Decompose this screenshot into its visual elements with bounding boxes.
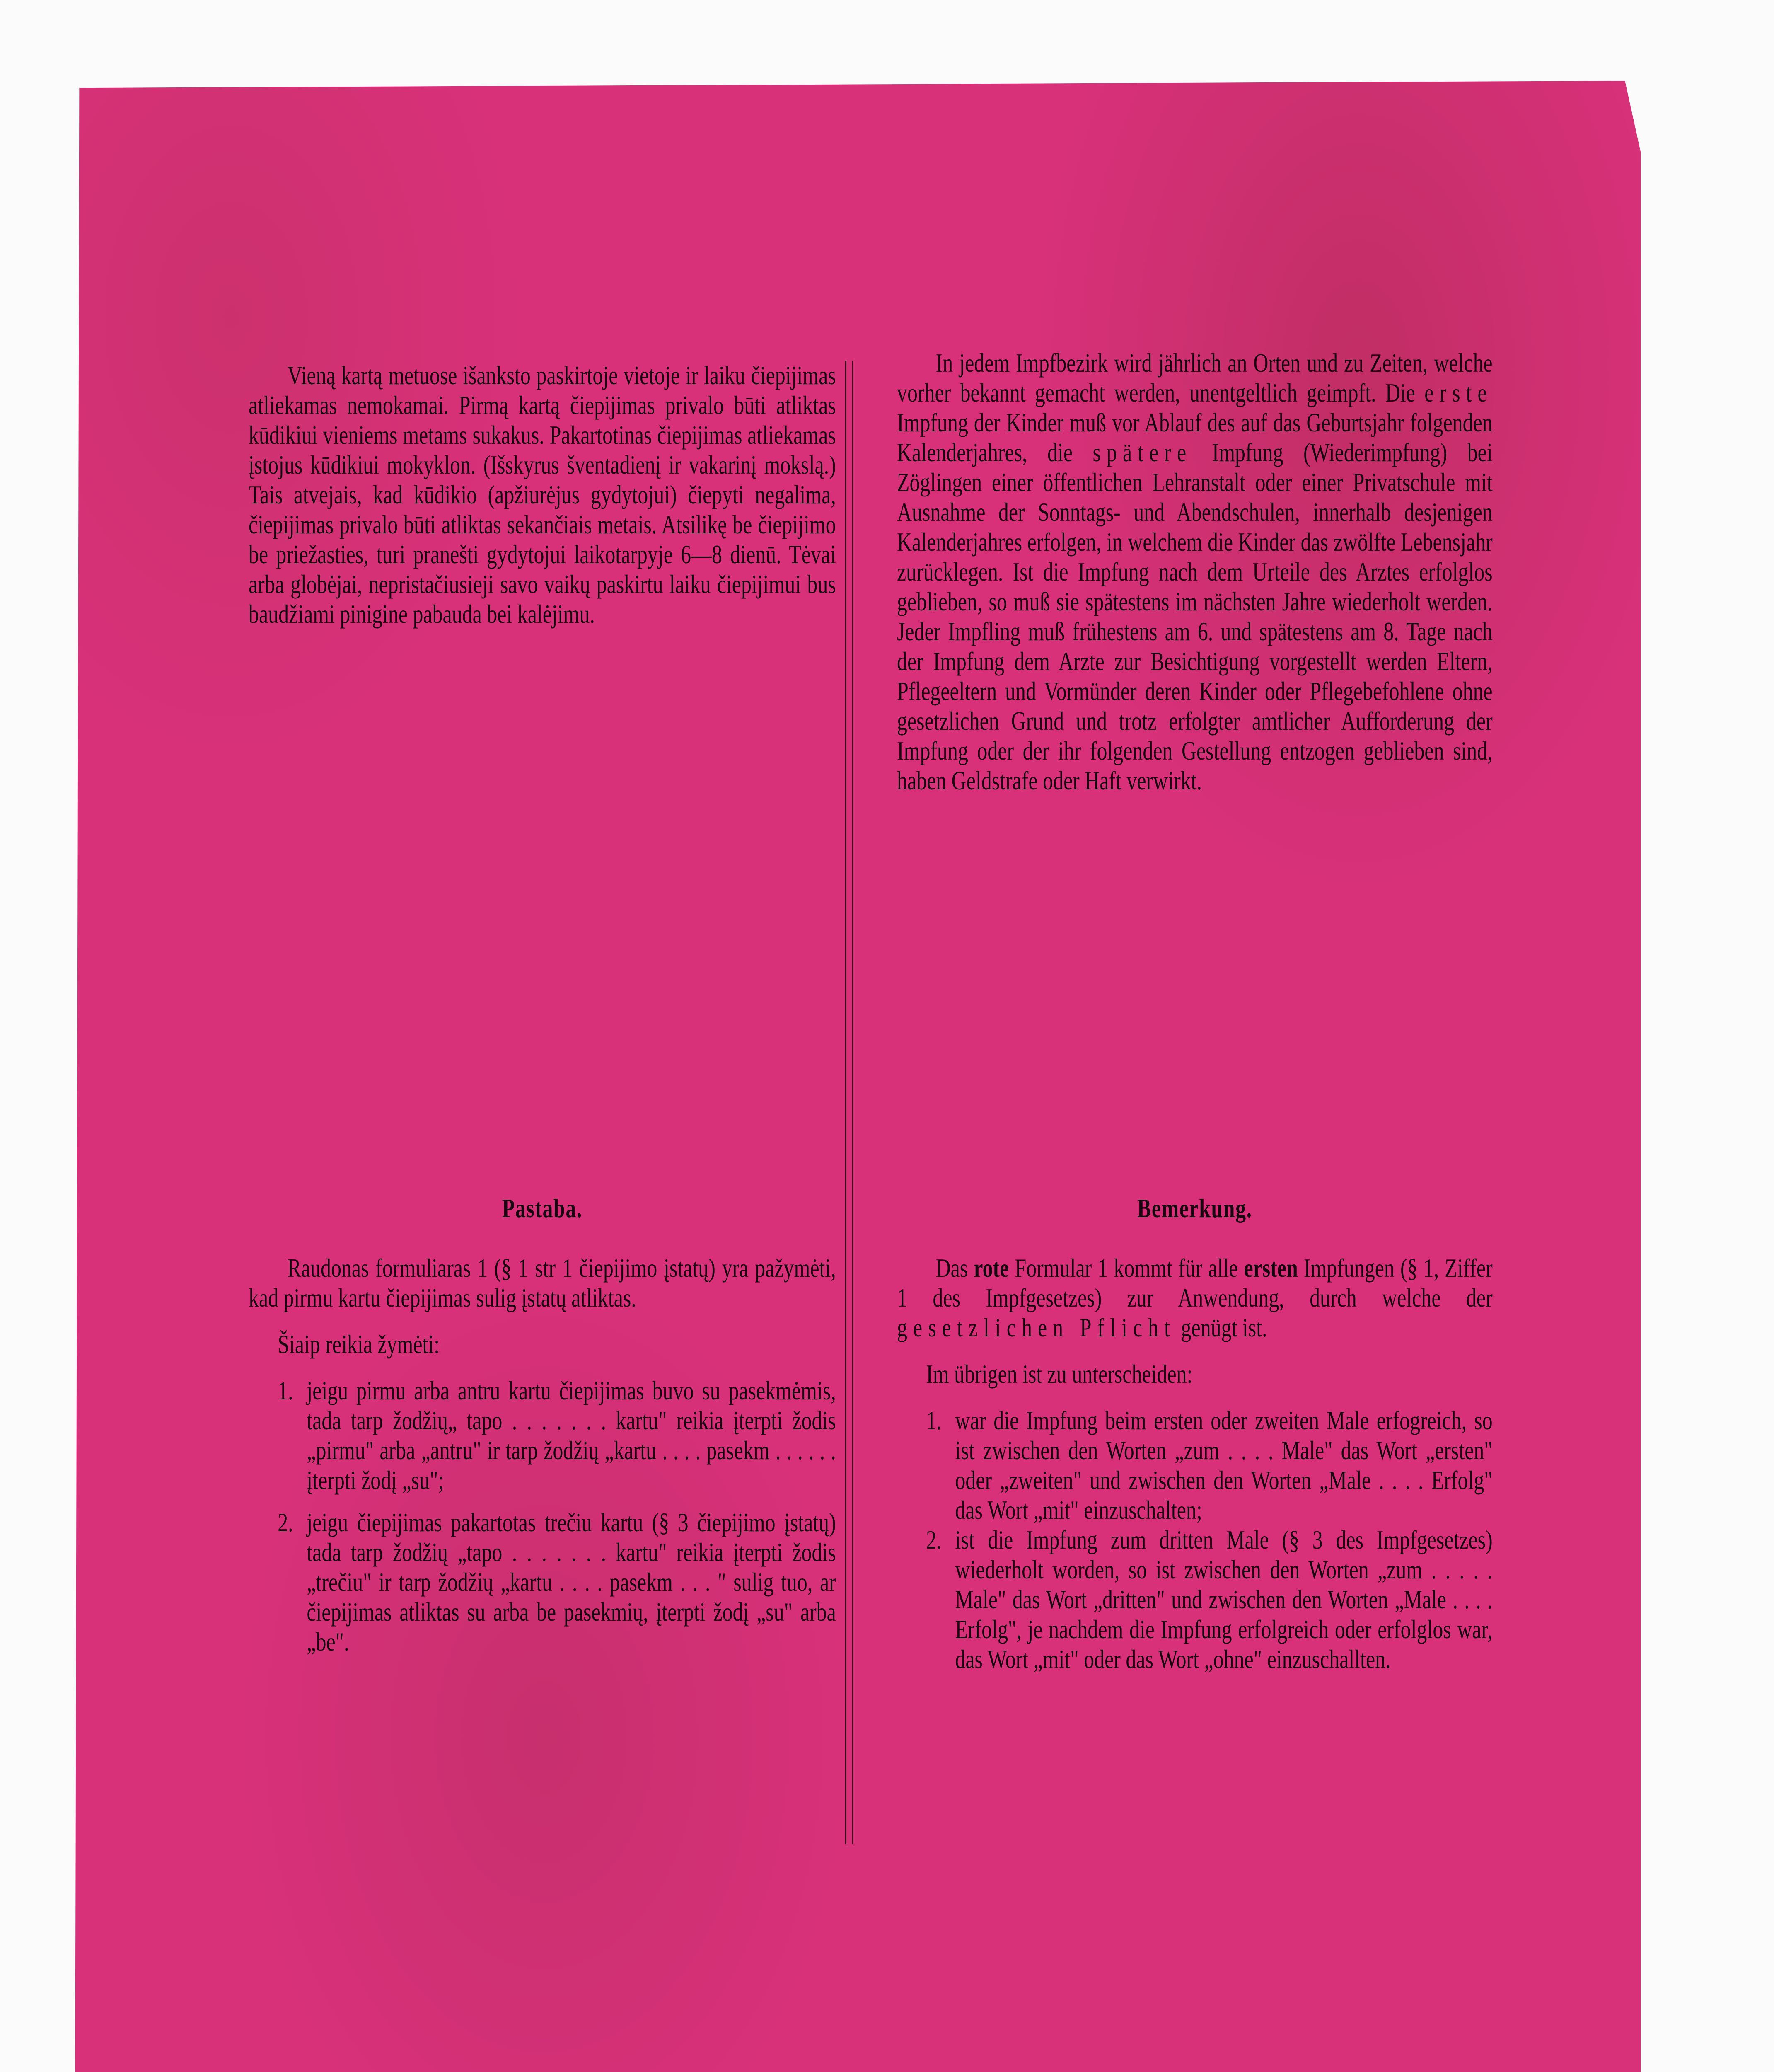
note-text-part: Das	[935, 1253, 974, 1283]
left-column-note	[249, 1193, 837, 1657]
intro-text-part: Impfung (Wiederimpfung) bei Zöglingen einer öffentlichen Lehranstalt oder einer Privatschule mit Ausnahme der Sonntags- und Abendschulen, innerhalb desjenigen Kalenderjahres erfolgen, in welchem die Kinder das zwölfte Lebensjahr zurücklegen. Ist die Impfung nach dem Urteile des Arztes erfolglos geblieben, so muß sie spätestens im nächsten Jahre wiederholt werden. Jeder Impfling muß frühestens am 6. und spätestens am 8. Tage nach der Impfung dem Arzte zur Besichtigung vorgestellt werden Eltern, Pflegeeltern und Vormünder deren Kinder oder Pflegebefohlene ohne gesetzlichen Grund und trotz erfolgter amtlicher Aufforderung der Impfung oder der ihr folgenden Gestellung entzogen geblieben sind, haben Geldstrafe oder Haft verwirkt.	[897, 438, 1493, 795]
intro-text-part: In jedem Impfbezirk wird jährlich an Orten und zu Zeiten, welche vorher bekannt gemacht werden, unentgeltlich geimpft. Die	[897, 348, 1493, 407]
list-item	[926, 1525, 1492, 1674]
list-item-text: ist die Impfung zum dritten Male (§ 3 des Impfgesetzes) wiederholt worden, so ist zwischen den Worten „zum . . . . . Male" das Wort „dritten" und zwischen den Worten „Male . . . . Erfolg", je nachdem die Impfung erfolgreich oder erfolglos war, das Wort „mit" oder das Wort „ohne" einzuschallten.	[955, 1525, 1493, 1674]
list-item-text: jeigu pirmu arba antru kartu čiepijimas buvo su pasekmėmis, tada tarp žodžių„ tapo . . . . . . . kartu" reikia įterpti žodis „pirmu" arba „antru" ir tarp žodžių „kartu . . . . pasekm . . . . . . įterpti žodį „su";	[307, 1376, 836, 1495]
intro-text-part: Impfung der Kinder muß vor Ablauf des auf das Geburtsjahr folgenden Kalenderjahres, die	[897, 408, 1493, 467]
note-paragraph-lt: Raudonas formuliaras 1 (§ 1 str 1 čiepijimo įstatų) yra pažymėti, kad pirmu kartu čiepijimas sulig įstatų atliktas.	[249, 1253, 836, 1312]
note-heading-pastaba: Pastaba.	[502, 1193, 582, 1223]
list-item-text: jeigu čiepijimas pakartotas trečiu kartu (§ 3 čiepijimo įstatų) tada tarp žodžių „tapo . . . . . . . kartu" reikia įterpti žodis „trečiu" ir tarp žodžių „kartu . . . . pasekm . . . " sulig tuo, ar čiepijimas atliktas su arba be pasekmių, įterpti žodį „su" arba „be".	[307, 1508, 836, 1656]
note-text-part: Impfungen (§ 1, Ziffer 1 des Impfgesetzes) zur Anwendung, durch welche der	[897, 1253, 1493, 1312]
list-item-text: war die Impfung beim ersten oder zweiten Male erfogreich, so ist zwischen den Worten „zum . . . . Male" das Wort „ersten" oder „zweiten" und zwischen den Worten „Male . . . . Erfolg" das Wort „mit" einzuschalten;	[955, 1406, 1493, 1525]
note-text-part: Formular 1 kommt für alle	[1009, 1253, 1244, 1283]
column-divider	[845, 361, 853, 1844]
list-item-number: 2.	[278, 1508, 293, 1537]
list-item	[278, 1508, 836, 1657]
note-paragraph-de	[897, 1253, 1493, 1343]
note-heading-bemerkung: Bemerkung.	[1137, 1193, 1252, 1223]
note-text-part: genügt ist.	[1176, 1313, 1267, 1342]
list-item-number: 2.	[926, 1525, 942, 1554]
list-item-number: 1.	[278, 1376, 293, 1405]
german-intro-paragraph	[897, 348, 1493, 796]
list-item-number: 1.	[926, 1406, 942, 1435]
note-emphasis-rote: rote	[974, 1253, 1009, 1283]
list-item	[926, 1406, 1492, 1525]
right-column-intro	[897, 348, 1494, 796]
right-column-note	[897, 1193, 1494, 1674]
list-item	[278, 1376, 836, 1495]
list-intro-de: Im übrigen ist zu unterscheiden:	[926, 1359, 1193, 1389]
list-intro-lt: Šiaip reikia žymėti:	[278, 1329, 440, 1359]
note-emphasis-pflicht: gesetzlichen Pflicht	[897, 1313, 1176, 1342]
intro-emphasis-erste: erste	[1424, 378, 1493, 407]
left-column-intro	[249, 361, 837, 629]
intro-emphasis-spaetere: spätere	[1092, 438, 1192, 467]
note-emphasis-ersten: ersten	[1244, 1253, 1298, 1283]
lithuanian-intro-paragraph: Vieną kartą metuose išanksto paskirtoje vietoje ir laiku čiepijimas atliekamas nemokamai. Pirmą kartą čiepijimas privalo būti atliktas kūdikiui vieniems metams sukakus. Pakartotinas čiepijimas atliekamas įstojus kūdikiui mokyklon. (Išskyrus šventadienį ir vakarinį mokslą.) Tais atvejais, kad kūdikio (apžiurėjus gydytojui) čiepyti negalima, čiepijimas privalo būti atliktas sekančiais metais. Atsilikę be čiepijimo be priežasties, turi pranešti gydytojui laikotarpyje 6—8 dienū. Tėvai arba globėjai, nepristačiusieji savo vaikų paskirtu laiku čiepijimui bus baudžiami pinigine pabauda bei kalėjimu.	[249, 361, 836, 629]
